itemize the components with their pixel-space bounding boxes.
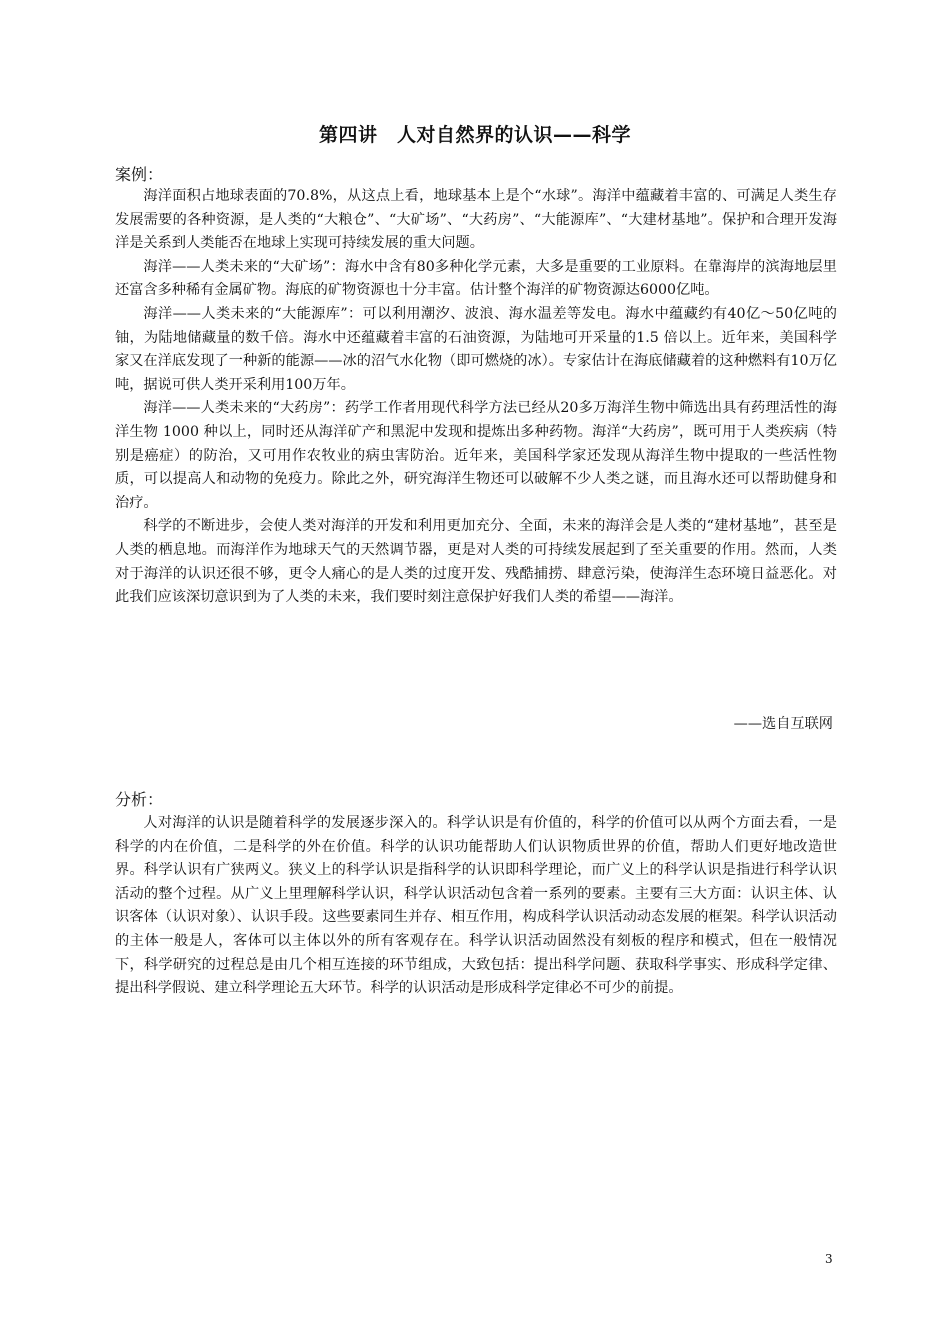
case-paragraph: 海洋面积占地球表面的70.8%，从这点上看，地球基本上是个“水球”。海洋中蕴藏着丰富的、可满足人类生存发展需要的各种资源，是人类的“大粮仓”、“大矿场”、“大药房”、“大能源库”、“大建材基地”。保护和合理开发海洋是关系到人类能否在地球上实现可持续发展的重大问题。 <box>115 188 837 252</box>
case-paragraph: 科学的不断进步，会使人类对海洋的开发和利用更加充分、全面，未来的海洋会是人类的“建材基地”，甚至是人类的栖息地。而海洋作为地球天气的天然调节器，更是对人类的可持续发展起到了至关重要的作用。然而，人类对于海洋的认识还很不够，更令人痛心的是人类的过度开发、残酷捕捞、肆意污染，使海洋生态环境日益恶化。对此我们应该深切意识到为了人类的未来，我们要时刻注意保护好我们人类的希望——海洋。 <box>115 518 837 606</box>
case-paragraph: 海洋——人类未来的“大能源库”：可以利用潮汐、波浪、海水温差等发电。海水中蕴藏约有40亿～50亿吨的铀，为陆地储藏量的数千倍。海水中还蕴藏着丰富的石油资源，为陆地可开采量的1.5 倍以上。近年来，美国科学家又在洋底发现了一种新的能源——冰的沼气水化物（即可燃烧的冰）。专家估计在海底储藏着的这种燃料有10万亿吨，据说可供人类开采利用100万年。 <box>115 305 837 393</box>
analysis-section-label: 分析： <box>115 790 164 809</box>
case-paragraph: 海洋——人类未来的“大药房”：药学工作者用现代科学方法已经从20多万海洋生物中筛选出具有药理活性的海洋生物 1000 种以上，同时还从海洋矿产和黑泥中发现和提炼出多种药物。海洋“大药房”，既可用于人类疾病（特别是癌症）的防治，又可用作农牧业的病虫害防治。近年来，美国科学家还发现从海洋生物中提取的一些活性物质，可以提高人和动物的免疫力。除此之外，研究海洋生物还可以破解不少人类之谜，而且海水还可以帮助健身和治疗。 <box>115 400 837 511</box>
source-attribution: ——选自互联网 <box>733 716 833 732</box>
case-section-label: 案例： <box>115 165 164 184</box>
case-paragraph: 海洋——人类未来的“大矿场”：海水中含有80多种化学元素，大多是重要的工业原料。在靠海岸的滨海地层里还富含多种稀有金属矿物。海底的矿物资源也十分丰富。估计整个海洋的矿物资源达6000亿吨。 <box>115 258 837 299</box>
analysis-section-body <box>115 812 837 1001</box>
case-section-body <box>115 185 837 610</box>
analysis-paragraph: 人对海洋的认识是随着科学的发展逐步深入的。科学认识是有价值的，科学的价值可以从两个方面去看，一是科学的内在价值，二是科学的外在价值。科学的认识功能帮助人们认识物质世界的价值，帮助人们更好地改造世界。科学认识有广狭两义。狭义上的科学认识是指科学的认识即科学理论，而广义上的科学认识是指进行科学认识活动的整个过程。从广义上里理解科学认识，科学认识活动包含着一系列的要素。主要有三大方面：认识主体、认识客体（认识对象）、认识手段。这些要素同生并存、相互作用，构成科学认识活动动态发展的框架。科学认识活动的主体一般是人，客体可以主体以外的所有客观存在。科学认识活动固然没有刻板的程序和模式，但在一般情况下，科学研究的过程总是由几个相互连接的环节组成，大致包括：提出科学问题、获取科学事实、形成科学定律、提出科学假说、建立科学理论五大环节。科学的认识活动是形成科学定律必不可少的前提。 <box>115 815 837 997</box>
page-number: 3 <box>825 1252 833 1266</box>
page-title: 第四讲 人对自然界的认识——科学 <box>318 124 631 146</box>
